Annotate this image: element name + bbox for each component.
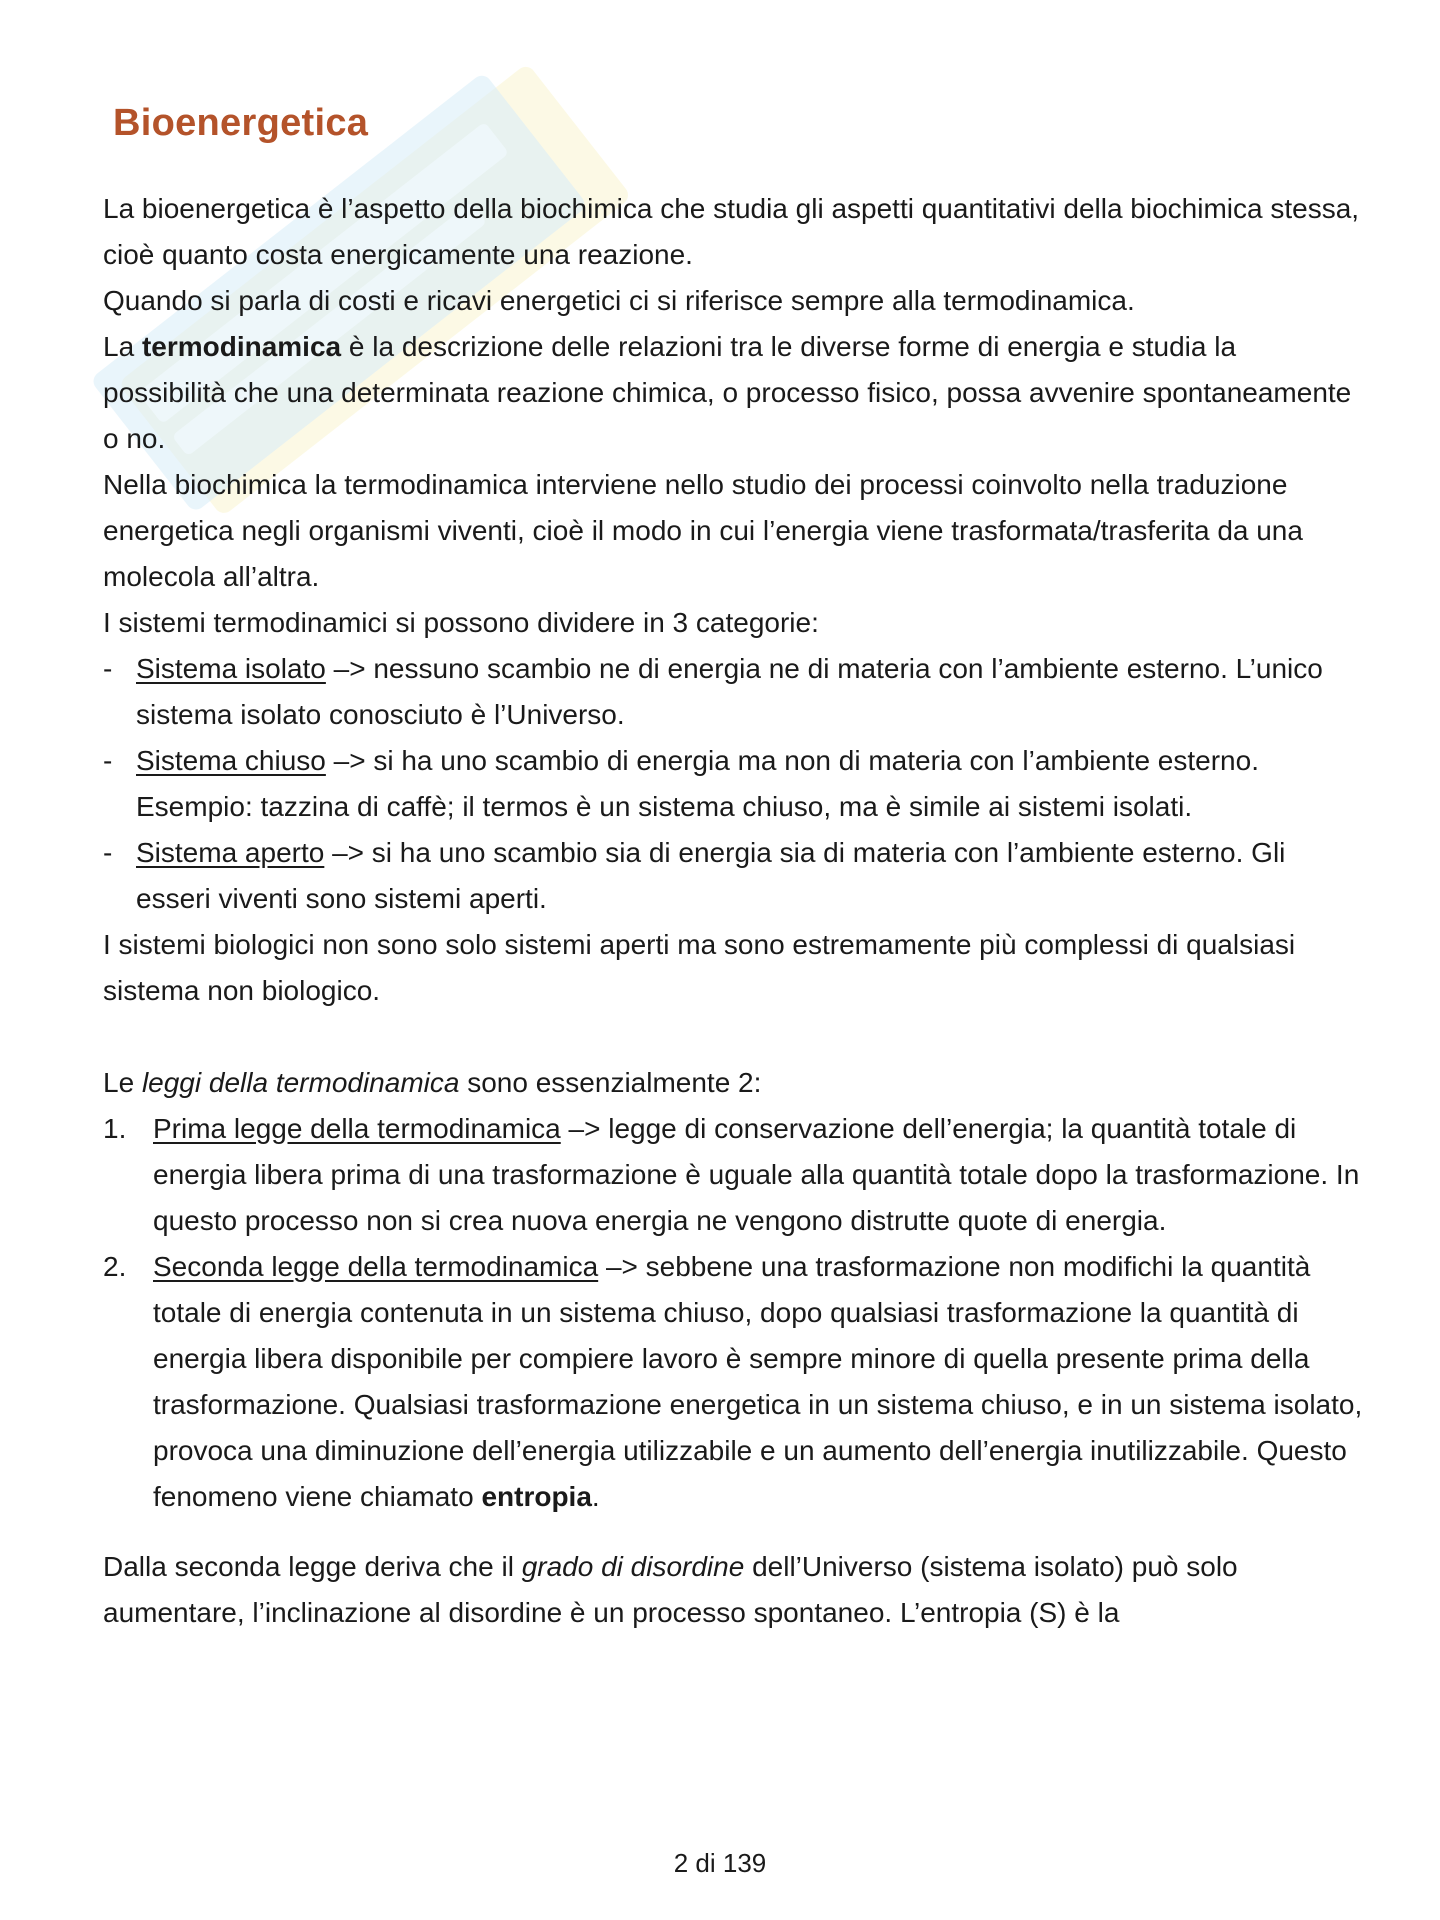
term-termodinamica: termodinamica <box>141 331 342 362</box>
intro-paragraph-2: Quando si parla di costi e ricavi energetici ci si riferisce sempre alla termodinamica. <box>103 285 1135 316</box>
intro-paragraph-1: La bioenergetica è l’aspetto della biochimica che studia gli aspetti quantitativi della biochimica stessa, cioè quanto costa energicamente una reazione. <box>103 193 1360 270</box>
system-term: Sistema chiuso <box>136 745 326 776</box>
intro-paragraph-5: I sistemi termodinamici si possono dividere in 3 categorie: <box>103 607 819 638</box>
page-number: 2 di 139 <box>673 1848 767 1878</box>
intro-paragraph-4: Nella biochimica la termodinamica interviene nello studio dei processi coinvolto nella traduzione energetica negli organismi viventi, cioè il modo in cui l’energia viene trasformata/trasferita da una molecola all’altra. <box>103 469 1303 592</box>
laws-list <box>103 1106 1363 1520</box>
biological-paragraph: I sistemi biologici non sono solo sistemi aperti ma sono estremamente più complessi di qualsiasi sistema non biologico. <box>103 929 1296 1006</box>
page-title: Bioenergetica <box>113 102 369 144</box>
list-item: 2. Seconda legge della termodinamica –> sebbene una trasformazione non modifichi la quantità totale di energia contenuta in un sistema chiuso, dopo qualsiasi trasformazione la quantità di energia libera disponibile per compiere lavoro è sempre minore di quella presente prima della trasformazione. Qualsiasi trasformazione energetica in un sistema chiuso, e in un sistema isolato, provoca una diminuzione dell’energia utilizzabile e un aumento dell’energia inutilizzabile. Questo fenomeno viene chiamato entropia. <box>103 1251 1363 1512</box>
laws-intro: Le leggi della termodinamica sono essenzialmente 2: <box>103 1067 762 1098</box>
system-term: Sistema aperto <box>136 837 325 868</box>
list-item: - Sistema chiuso –> si ha uno scambio di energia ma non di materia con l’ambiente esterno. Esempio: tazzina di caffè; il termos è un sistema chiuso, ma è simile ai sistemi isolati. <box>103 738 1363 830</box>
intro-paragraph-3: La termodinamica è la descrizione delle relazioni tra le diverse forme di energia e studia la possibilità che una determinata reazione chimica, o processo fisico, possa avvenire spontaneamente o no. <box>103 331 1352 454</box>
closing-paragraph: Dalla seconda legge deriva che il grado di disordine dell’Universo (sistema isolato) può solo aumentare, l’inclinazione al disordine è un processo spontaneo. L’entropia (S) è la <box>103 1551 1238 1628</box>
document-body <box>103 186 1363 1636</box>
system-term: Sistema isolato <box>136 653 326 684</box>
list-item: - Sistema aperto –> si ha uno scambio sia di energia sia di materia con l’ambiente esterno. Gli esseri viventi sono sistemi aperti. <box>103 830 1363 922</box>
term-entropia: entropia <box>481 1481 592 1512</box>
systems-list <box>103 646 1363 922</box>
law-term: Seconda legge della termodinamica <box>153 1251 599 1282</box>
list-item: - Sistema isolato –> nessuno scambio ne di energia ne di materia con l’ambiente esterno. L’unico sistema isolato conosciuto è l’Universo. <box>103 646 1363 738</box>
list-item: 1. Prima legge della termodinamica –> legge di conservazione dell’energia; la quantità totale di energia libera prima di una trasformazione è uguale alla quantità totale dopo la trasformazione. In questo processo non si crea nuova energia ne vengono distrutte quote di energia. <box>103 1113 1360 1236</box>
law-term: Prima legge della termodinamica <box>153 1113 561 1144</box>
